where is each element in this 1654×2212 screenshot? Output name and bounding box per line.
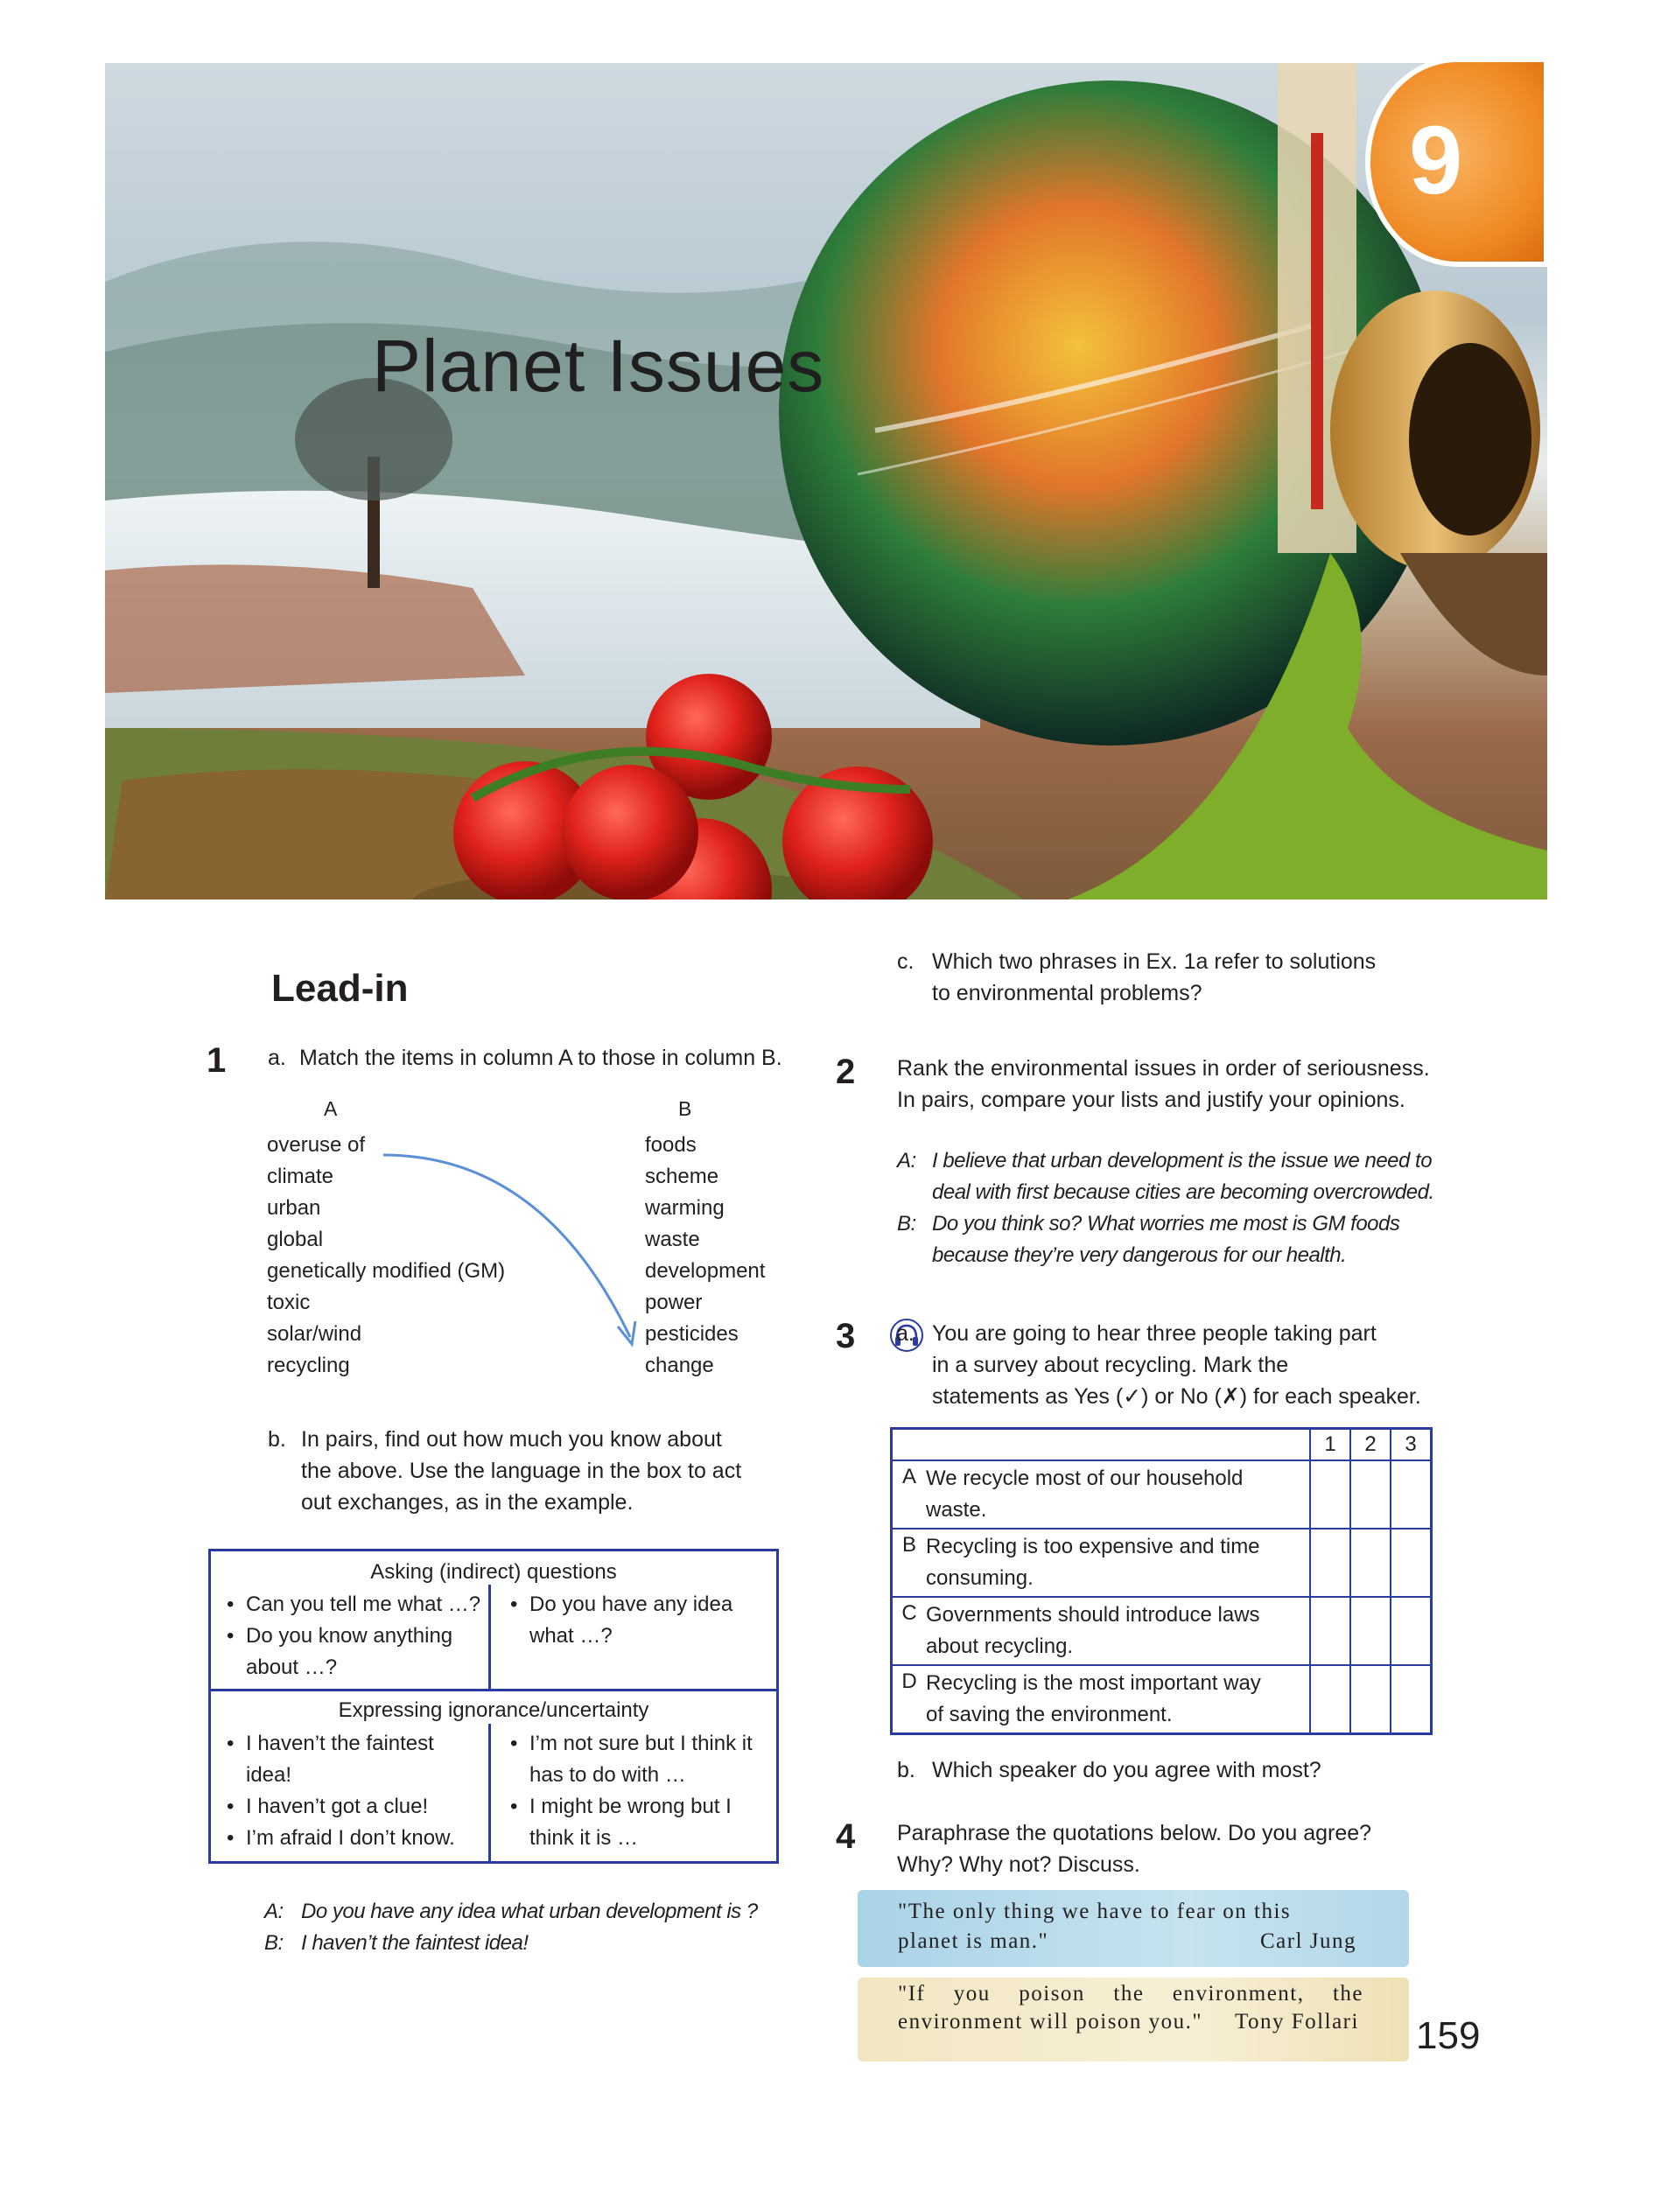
phrase-item: • I haven’t got a clue! — [246, 1791, 428, 1823]
table-row — [892, 1597, 1432, 1665]
phrase-item: • I’m not sure but I think it — [529, 1728, 753, 1760]
ex1c-line: to environmental problems? — [932, 981, 1202, 1005]
statement-line: Recycling is too expensive and time — [926, 1535, 1260, 1558]
answer-cell[interactable] — [1350, 1665, 1391, 1734]
ex3b-letter: b. — [897, 1758, 915, 1782]
exercise-number-1: 1 — [207, 1041, 227, 1080]
list-item: pesticides — [645, 1322, 739, 1346]
ex1a-letter: a. — [268, 1046, 286, 1070]
list-item: scheme — [645, 1165, 719, 1188]
list-item: foods — [645, 1133, 697, 1157]
phrase-item-continuation: idea! — [246, 1763, 292, 1787]
ex1c-letter: c. — [897, 949, 915, 974]
table-header-spacer — [892, 1429, 1311, 1461]
list-item: global — [267, 1228, 324, 1251]
statement-line: We recycle most of our household — [926, 1466, 1244, 1490]
ex1b-text — [301, 1424, 741, 1518]
example-line-a: Do you have any idea what urban development is ? — [301, 1900, 758, 1923]
phrase-item-continuation: about …? — [246, 1656, 338, 1679]
box-divider — [488, 1724, 491, 1864]
statement-line: about recycling. — [926, 1634, 1074, 1658]
statement-line: consuming. — [926, 1566, 1034, 1590]
statement-letter: D — [892, 1665, 927, 1734]
phrase-item: • Do you have any idea — [529, 1589, 732, 1620]
answer-cell[interactable] — [1350, 1529, 1391, 1597]
list-item: toxic — [267, 1291, 311, 1314]
box-divider — [488, 1585, 491, 1690]
ex1b-line: out exchanges, as in the example. — [301, 1490, 634, 1515]
column-b-header: B — [678, 1097, 692, 1120]
ex4-instruction — [897, 1817, 1371, 1880]
page-number: 159 — [1416, 2014, 1481, 2057]
quote1-line2: planet is man." — [898, 1929, 1049, 1953]
ex2-line: In pairs, compare your lists and justify your opinions. — [897, 1088, 1405, 1112]
hero-illustration — [105, 63, 1547, 900]
ex1b-letter: b. — [268, 1427, 286, 1452]
phrase-item: • I’m afraid I don’t know. — [246, 1823, 455, 1854]
list-item: warming — [645, 1196, 725, 1220]
example-speaker-a: A: — [264, 1900, 284, 1923]
statement-line: Governments should introduce laws — [926, 1603, 1260, 1627]
column-a-header: A — [324, 1097, 338, 1120]
phrase-item-continuation: has to do with … — [529, 1763, 686, 1787]
ex1b-line: In pairs, find out how much you know about — [301, 1427, 722, 1452]
dialog-line: because they’re very dangerous for our health. — [932, 1243, 1347, 1267]
statement-line: of saving the environment. — [926, 1703, 1173, 1726]
statement-line: waste. — [926, 1498, 987, 1522]
ex2-speaker-b: B: — [897, 1212, 916, 1236]
answer-cell[interactable] — [1350, 1597, 1391, 1665]
table-row — [892, 1665, 1432, 1734]
statement-letter: B — [892, 1529, 927, 1597]
example-speaker-b: B: — [264, 1931, 284, 1955]
ex3a-letter: a. — [896, 1321, 915, 1346]
ex1c-text — [932, 946, 1376, 1009]
language-box — [208, 1549, 779, 1864]
answer-cell[interactable] — [1310, 1665, 1350, 1734]
dialog-line: deal with first because cities are becoming overcrowded. — [932, 1180, 1434, 1204]
ex4-line: Why? Why not? Discuss. — [897, 1852, 1140, 1877]
quote1-line1: "The only thing we have to fear on this — [898, 1900, 1292, 1923]
ex3a-line: statements as Yes (✓) or No (✗) for each speaker. — [932, 1384, 1421, 1409]
answer-cell[interactable] — [1391, 1529, 1432, 1597]
list-item: waste — [645, 1228, 700, 1251]
quote2-line1: "If you poison the environment, the — [898, 1982, 1363, 2006]
language-box-heading-questions: Asking (indirect) questions — [370, 1560, 617, 1584]
list-item: recycling — [267, 1354, 350, 1377]
quote2-line2: environment will poison you." — [898, 2010, 1203, 2034]
list-item: power — [645, 1291, 703, 1314]
ex2-line: Rank the environmental issues in order of seriousness. — [897, 1056, 1430, 1081]
list-item: climate — [267, 1165, 334, 1188]
table-row — [892, 1529, 1432, 1597]
statement-letter: A — [892, 1460, 927, 1529]
dialog-line: I believe that urban development is the issue we need to — [932, 1149, 1433, 1172]
ex1c-line: Which two phrases in Ex. 1a refer to solutions — [932, 949, 1377, 974]
lead-in-heading: Lead-in — [271, 967, 409, 1010]
column-b-list — [645, 1130, 765, 1382]
ex3a-instruction — [932, 1318, 1421, 1412]
hero-banner — [105, 63, 1547, 900]
ex1b-line: the above. Use the language in the box to act — [301, 1459, 742, 1483]
ex3a-line: in a survey about recycling. Mark the — [932, 1353, 1289, 1377]
statement-text — [926, 1460, 1310, 1529]
exercise-number-2: 2 — [836, 1053, 856, 1091]
answer-cell[interactable] — [1391, 1460, 1432, 1529]
table-row — [892, 1460, 1432, 1529]
list-item: overuse of — [267, 1133, 366, 1157]
ex4-line: Paraphrase the quotations below. Do you agree? — [897, 1821, 1372, 1845]
list-item: solar/wind — [267, 1322, 362, 1346]
answer-cell[interactable] — [1391, 1597, 1432, 1665]
ex3b-text: Which speaker do you agree with most? — [932, 1758, 1321, 1782]
phrase-item: • I haven’t the faintest — [246, 1728, 434, 1760]
example-match-arrow — [368, 1138, 656, 1365]
answer-cell[interactable] — [1310, 1597, 1350, 1665]
answer-cell[interactable] — [1350, 1460, 1391, 1529]
ex2-instruction — [897, 1053, 1430, 1116]
exercise-number-3: 3 — [836, 1317, 856, 1355]
phrase-item: • Do you know anything — [246, 1620, 452, 1652]
list-item: genetically modified (GM) — [267, 1259, 506, 1283]
statement-text — [926, 1529, 1310, 1597]
phrase-item: • Can you tell me what …? — [246, 1589, 480, 1620]
quote1-author: Carl Jung — [1260, 1929, 1357, 1953]
list-item: development — [645, 1259, 766, 1283]
unit-number: 9 — [1409, 107, 1463, 214]
list-item: change — [645, 1354, 714, 1377]
ex1a-instruction: Match the items in column A to those in column B. — [299, 1046, 782, 1070]
statement-line: Recycling is the most important way — [926, 1671, 1261, 1695]
example-line-b: I haven’t the faintest idea! — [301, 1931, 529, 1955]
unit-title: Planet Issues — [372, 325, 825, 407]
phrase-item-continuation: think it is … — [529, 1826, 639, 1850]
dialog-line: Do you think so? What worries me most is GM foods — [932, 1212, 1400, 1236]
speaker-3-header: 3 — [1391, 1429, 1432, 1461]
language-box-heading-uncertainty: Expressing ignorance/uncertainty — [338, 1698, 649, 1722]
ex2-speaker-a: A: — [897, 1149, 916, 1172]
box-divider — [211, 1689, 776, 1691]
answer-cell[interactable] — [1310, 1460, 1350, 1529]
speaker-2-header: 2 — [1350, 1429, 1391, 1461]
speaker-1-header: 1 — [1310, 1429, 1350, 1461]
statement-text — [926, 1665, 1310, 1734]
ex2-dialog-b — [932, 1208, 1399, 1271]
survey-table — [890, 1427, 1433, 1735]
answer-cell[interactable] — [1310, 1529, 1350, 1597]
table-header-row — [892, 1429, 1432, 1461]
phrase-item: • I might be wrong but I — [529, 1791, 732, 1823]
statement-letter: C — [892, 1597, 927, 1665]
exercise-number-4: 4 — [836, 1817, 856, 1856]
list-item: urban — [267, 1196, 321, 1220]
answer-cell[interactable] — [1391, 1665, 1432, 1734]
ex2-dialog-a — [932, 1145, 1434, 1208]
statement-text — [926, 1597, 1310, 1665]
phrase-item-continuation: what …? — [529, 1624, 613, 1648]
quote2-author: Tony Follari — [1235, 2010, 1359, 2034]
ex3a-line: You are going to hear three people taking part — [932, 1321, 1377, 1346]
